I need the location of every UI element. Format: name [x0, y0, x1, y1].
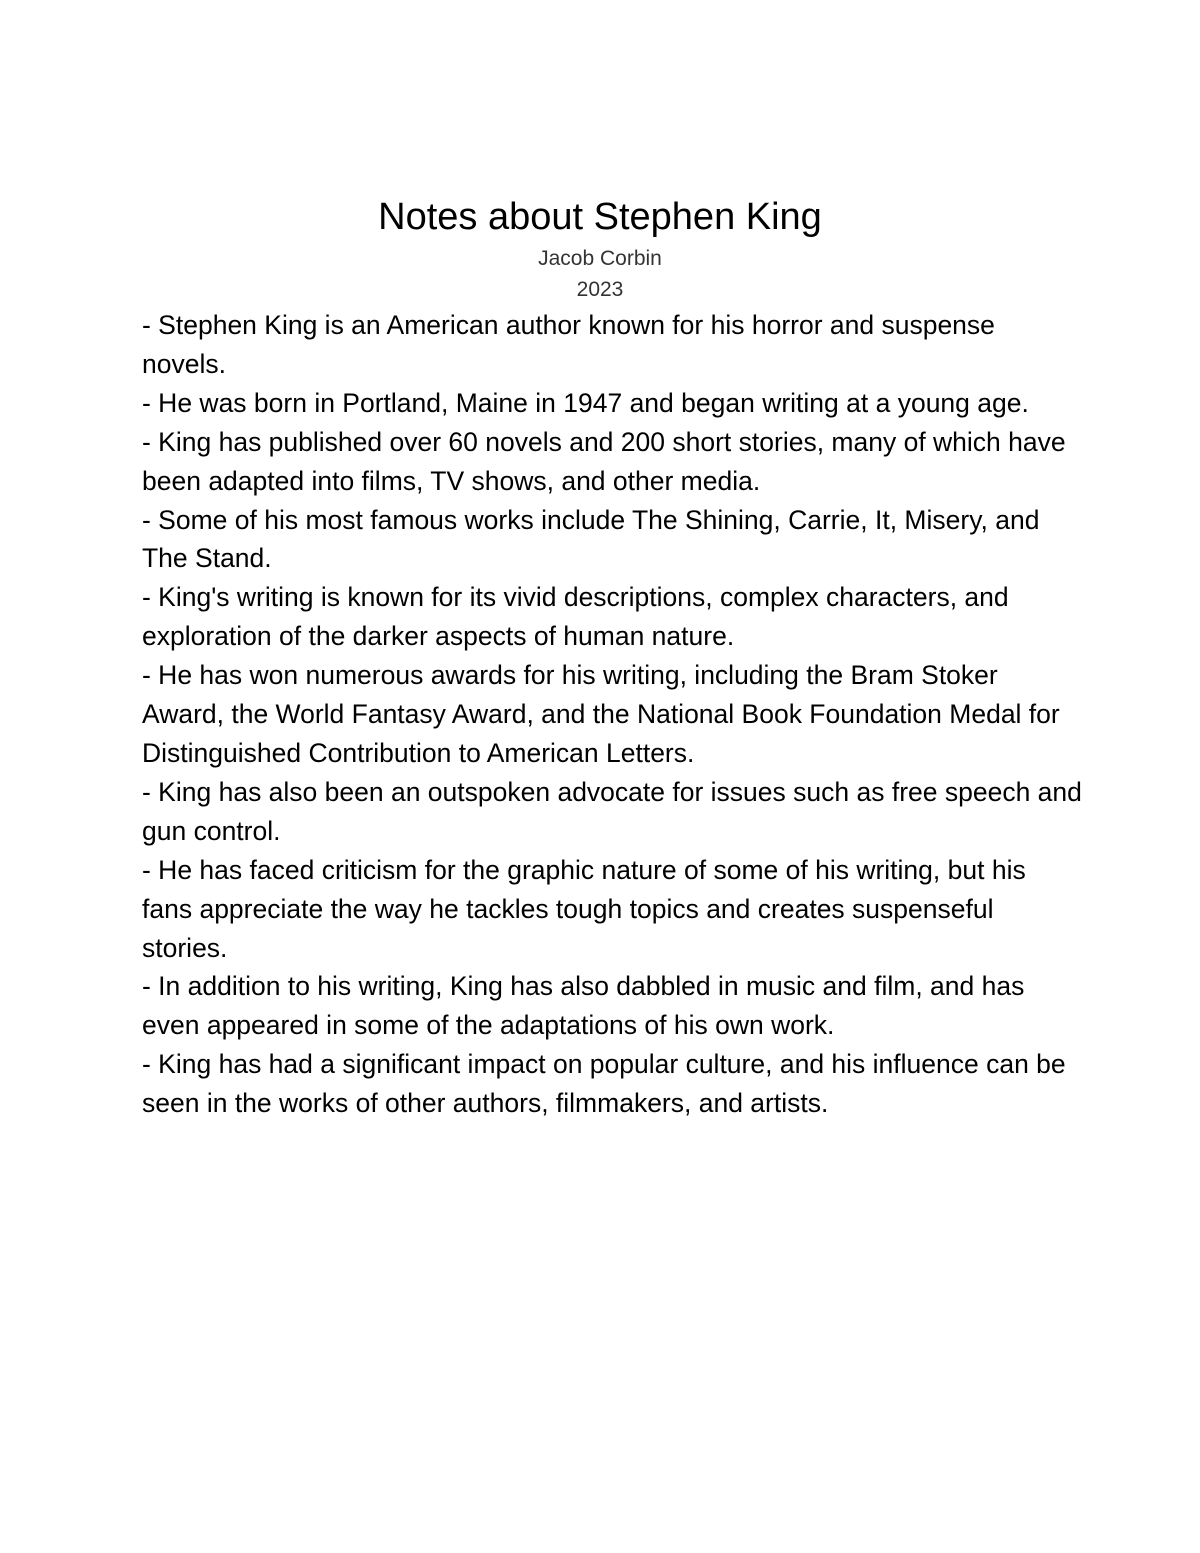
document-year: 2023	[576, 278, 624, 301]
notes-list	[142, 306, 1082, 1123]
note-item: - Some of his most famous works include The Shining, Carrie, It, Misery, and The Stand.	[142, 504, 1040, 574]
note-item: - Stephen King is an American author known for his horror and suspense novels.	[142, 310, 995, 379]
note-item: - King has published over 60 novels and 200 short stories, many of which have been adapted into films, TV shows, and other media.	[142, 426, 1066, 496]
note-item: - He has faced criticism for the graphic nature of some of his writing, but his fans appreciate the way he tackles tough topics and creates suspenseful stories.	[142, 854, 1026, 963]
note-item: - King's writing is known for its vivid descriptions, complex characters, and exploration of the darker aspects of human nature.	[142, 582, 1009, 652]
document-author: Jacob Corbin	[538, 247, 662, 270]
note-item: - In addition to his writing, King has also dabbled in music and film, and has even appeared in some of the adaptations of his own work.	[142, 971, 1025, 1041]
note-item: - He has won numerous awards for his writing, including the Bram Stoker Award, the World Fantasy Award, and the National Book Foundation Medal for Distinguished Contribution to American Letters.	[142, 660, 1060, 768]
note-item: - He was born in Portland, Maine in 1947 and began writing at a young age.	[142, 387, 1029, 418]
document-title: Notes about Stephen King	[378, 196, 822, 238]
note-item: - King has also been an outspoken advocate for issues such as free speech and gun control.	[142, 776, 1082, 846]
note-item: - King has had a significant impact on popular culture, and his influence can be seen in the works of other authors, filmmakers, and artists.	[142, 1049, 1066, 1119]
